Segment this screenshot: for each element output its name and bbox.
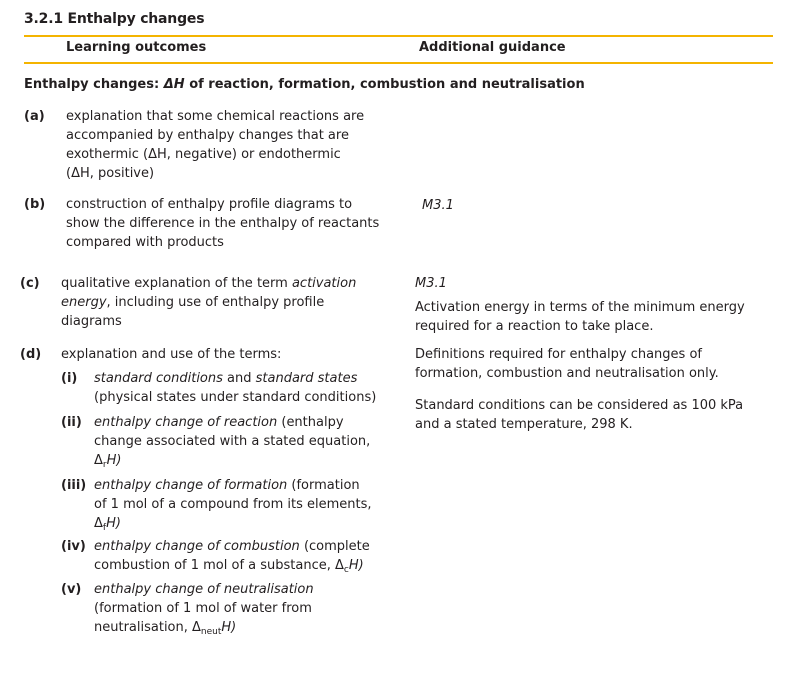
item-c-text: qualitative explanation of the term activation energy, including use of enthalpy profile diagrams	[61, 276, 357, 329]
item-b-guidance: M3.1	[422, 198, 454, 213]
section-heading: Enthalpy changes: ΔH of reaction, formation, combustion and neutralisation	[24, 77, 585, 92]
item-c-label: (c)	[20, 276, 40, 291]
sub-i-text: standard conditions and standard states (physical states under standard conditions)	[94, 371, 377, 405]
header-top-rule	[24, 35, 773, 37]
item-d-guidance-standard-conditions: Standard conditions can be considered as 100 kPa and a stated temperature, 298 K.	[415, 398, 744, 432]
item-b-text: construction of enthalpy profile diagrams to show the difference in the enthalpy of reactants compared with products	[66, 197, 380, 250]
sub-i-label: (i)	[61, 371, 78, 386]
column-header-learning-outcomes: Learning outcomes	[66, 40, 207, 55]
item-c-guidance-ref: M3.1	[415, 276, 447, 291]
column-header-additional-guidance: Additional guidance	[419, 40, 566, 55]
sub-iii-text: enthalpy change of formation (formation of 1 mol of a compound from its elements, $\Delta_fH$)	[94, 478, 372, 533]
sub-ii-label: (ii)	[61, 415, 82, 430]
header-bottom-rule	[24, 62, 773, 64]
sub-ii-text: enthalpy change of reaction (enthalpy change associated with a stated equation, $\Delta_rH$)	[94, 415, 371, 470]
item-a-label: (a)	[24, 109, 45, 124]
page-title: 3.2.1 Enthalpy changes	[24, 11, 205, 27]
sub-iv-label: (iv)	[61, 539, 86, 554]
item-a-text: explanation that some chemical reactions are accompanied by enthalpy changes that are exothermic (ΔH, negative) or endothermic (ΔH, positive)	[66, 109, 365, 181]
sub-v-text: enthalpy change of neutralisation (formation of 1 mol of water from neutralisation, $\Delta_{neut}H$)	[94, 582, 314, 637]
item-c-guidance: Activation energy in terms of the minimum energy required for a reaction to take place.	[415, 300, 745, 334]
sub-v-label: (v)	[61, 582, 82, 597]
item-d-intro: explanation and use of the terms:	[61, 347, 282, 362]
item-b-label: (b)	[24, 197, 46, 212]
item-d-label: (d)	[20, 347, 42, 362]
item-d-guidance-definitions: Definitions required for enthalpy changes of formation, combustion and neutralisation only.	[415, 347, 719, 381]
sub-iv-text: enthalpy change of combustion (complete combustion of 1 mol of a substance, $\Delta_cH$)	[94, 539, 370, 575]
sub-iii-label: (iii)	[61, 478, 87, 493]
